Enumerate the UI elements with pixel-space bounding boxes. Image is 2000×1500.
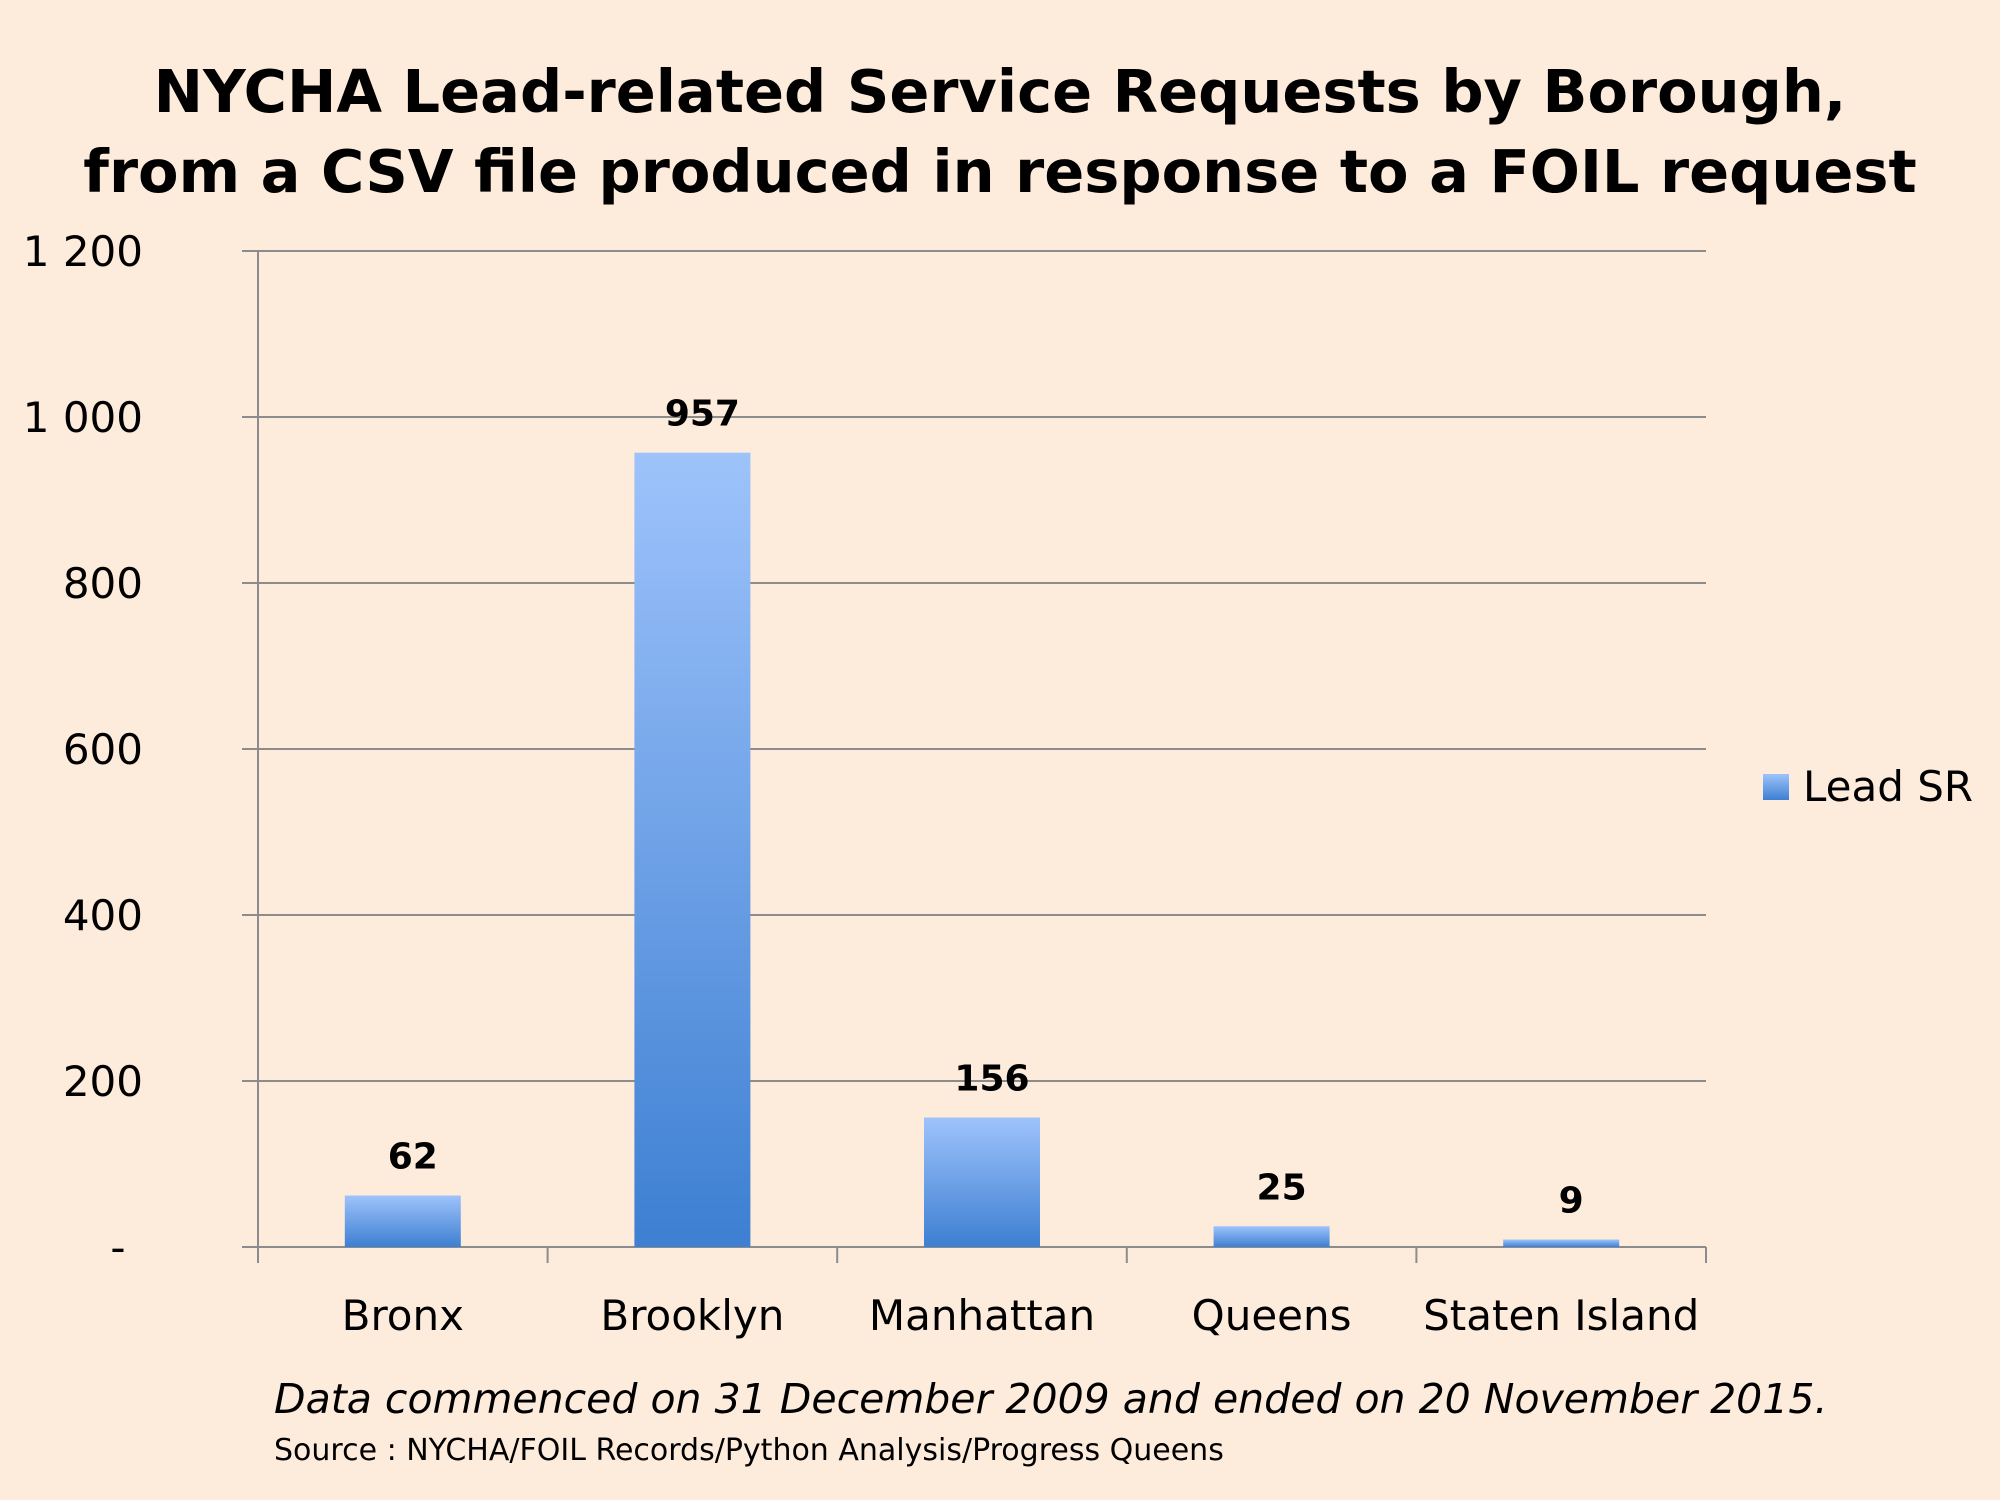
- y-tick-label: 400: [62, 891, 143, 940]
- data-label: 957: [664, 393, 740, 435]
- bar-staten-island: [1503, 1240, 1619, 1247]
- bar-bronx: [345, 1196, 461, 1247]
- x-tick-label: Brooklyn: [600, 1291, 785, 1340]
- bars: [345, 453, 1619, 1247]
- data-label: 156: [954, 1058, 1030, 1100]
- y-tick-label: -: [110, 1223, 126, 1272]
- bar-manhattan: [924, 1118, 1040, 1247]
- source-note: Source : NYCHA/FOIL Records/Python Analysis/Progress Queens: [274, 1433, 1224, 1468]
- data-label: 9: [1558, 1180, 1584, 1222]
- footnote: Data commenced on 31 December 2009 and ended on 20 November 2015.: [274, 1375, 1828, 1423]
- chart-title-line-1: NYCHA Lead-related Service Requests by Borough,: [153, 57, 1847, 126]
- y-tick-label: 800: [62, 559, 143, 608]
- y-tick-label: 1 000: [22, 393, 143, 442]
- data-label: 62: [387, 1136, 438, 1178]
- x-tick-label: Bronx: [341, 1291, 464, 1340]
- legend: [1763, 762, 1973, 811]
- bar-queens: [1214, 1226, 1330, 1247]
- legend-label: Lead SR: [1803, 762, 1974, 811]
- x-tick-label: Queens: [1191, 1291, 1352, 1340]
- chart-title-line-2: from a CSV file produced in response to a FOIL request: [83, 137, 1917, 206]
- legend-swatch: [1763, 774, 1789, 800]
- data-label: 25: [1256, 1167, 1307, 1209]
- x-tick-label: Manhattan: [868, 1291, 1096, 1340]
- y-tick-label: 200: [62, 1057, 143, 1106]
- labels: [23, 227, 1700, 1340]
- x-tick-label: Staten Island: [1423, 1291, 1700, 1340]
- axes: [258, 251, 1706, 1263]
- y-tick-label: 1 200: [22, 227, 143, 276]
- y-tick-label: 600: [62, 725, 143, 774]
- bar-brooklyn: [634, 453, 750, 1247]
